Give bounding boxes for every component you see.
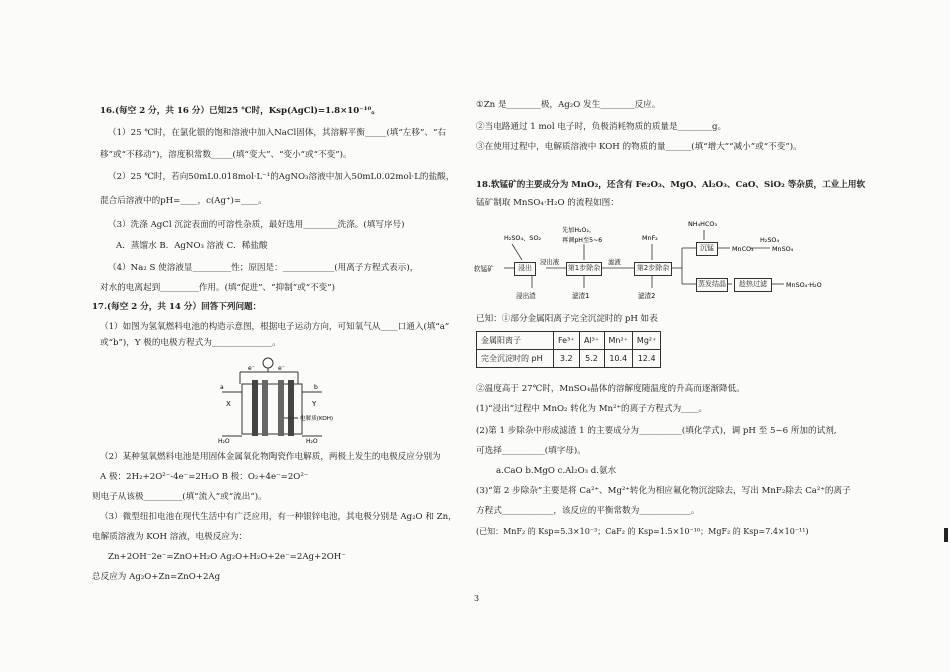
flow-product: MnSO₄·H₂O bbox=[786, 281, 822, 289]
q18-sub2-options: a.CaO b.MgO c.Al₂O₃ d.氨水 bbox=[496, 466, 617, 476]
flow-box-leach: 浸出 bbox=[514, 262, 536, 276]
table-cell: 12.4 bbox=[632, 350, 660, 368]
flow-leach-reagent: H₂SO₄、SO₂ bbox=[504, 234, 542, 242]
q17-part3-line4: 总反应为 Ag₂O+Zn=ZnO+2Ag bbox=[92, 572, 221, 582]
flow-box-step1: 第1步除杂 bbox=[566, 262, 602, 276]
q17-sub2: ②当电路通过 1 mol 电子时，负极消耗物质的质量是________g。 bbox=[476, 122, 727, 132]
q17-heading: 17.(每空 2 分，共 14 分）回答下列问题： bbox=[92, 302, 262, 312]
flow-box-hotfilter: 趁热过滤 bbox=[734, 278, 772, 292]
electrode-x-label: X bbox=[226, 400, 231, 408]
table-header-cell: Mg²⁺ bbox=[632, 332, 660, 350]
water-label-left: H₂O bbox=[218, 438, 230, 445]
page-number: 3 bbox=[474, 594, 480, 603]
electron-label-right: e⁻ bbox=[278, 365, 285, 372]
table-header-cell: 金属阳离子 bbox=[477, 332, 554, 350]
electrolyte-label: 电解质(KOH) bbox=[300, 416, 334, 422]
q16-heading: 16.(每空 2 分，共 16 分）已知25 ℃时，Ksp(AgCl)=1.8×10⁻¹⁰。 bbox=[100, 106, 380, 116]
flow-box-step2: 第2步除杂 bbox=[634, 262, 672, 276]
flow-filtrate: 滤液 bbox=[608, 258, 621, 266]
flow-residue2: 滤渣2 bbox=[638, 292, 656, 300]
flow-step1-reagent2: 再调pH至5~6 bbox=[562, 237, 603, 244]
q17-part1-line1: （1）如图为氢氧燃料电池的构造示意图，根据电子运动方向，可知氧气从____口通入(填“a” bbox=[100, 322, 450, 332]
table-cell: 3.2 bbox=[554, 350, 580, 368]
q17-part2-line3: 则电子从该极_________(填“流入”或“流出”)。 bbox=[92, 492, 267, 502]
flow-step1-reagent1: 先加H₂O₂， bbox=[562, 227, 596, 234]
q18-sub3-line2: 方程式____________，该反应的平衡常数为____________。 bbox=[476, 506, 700, 516]
flow-box-precip: 沉锰 bbox=[696, 242, 718, 256]
q18-sub2-line1: (2)第 1 步除杂中形成滤渣 1 的主要成分为__________(填化学式)，调 pH 至 5~6 所加的试剂, bbox=[476, 426, 837, 436]
electron-label-left: e⁻ bbox=[248, 365, 255, 372]
q17-part3-line3: Zn+2OH⁻2e⁻=ZnO+H₂O Ag₂O+H₂O+2e⁻=2Ag+2OH⁻ bbox=[108, 552, 346, 562]
ph-table bbox=[476, 331, 661, 368]
flow-ore: 软锰矿 bbox=[474, 265, 494, 273]
q16-part3-options: A．蒸馏水 B．AgNO₃ 溶液 C．稀盐酸 bbox=[116, 241, 268, 251]
q17-part2-line1: （2）某种氢氧燃料电池是用固体金属氧化物陶瓷作电解质，两极上发生的电极反应分别为 bbox=[100, 452, 441, 462]
flow-step2-reagent: MnF₂ bbox=[642, 234, 658, 242]
q18-heading-line1: 18.软锰矿的主要成分为 MnO₂，还含有 Fe₂O₃、MgO、Al₂O₃、CaO、SiO₂ 等杂质，工业上用软 bbox=[476, 180, 866, 190]
inlet-a-label: a bbox=[220, 384, 224, 391]
table-header-cell: Mn²⁺ bbox=[604, 332, 632, 350]
table-header-cell: Al³⁺ bbox=[579, 332, 604, 350]
flow-h2so4: H₂SO₄ bbox=[760, 236, 780, 244]
table-cell: 完全沉淀时的 pH bbox=[477, 350, 554, 368]
flow-residue1: 滤渣1 bbox=[572, 292, 590, 300]
q18-sub1: (1)“浸出”过程中 MnO₂ 转化为 Mn²⁺的离子方程式为____。 bbox=[476, 404, 707, 414]
table-row bbox=[477, 350, 661, 368]
water-label-right: H₂O bbox=[306, 438, 318, 445]
q18-sub3-line3: (已知：MnF₂ 的 Ksp=5.3×10⁻³；CaF₂ 的 Ksp=1.5×10⁻¹⁰；MgF₂ 的 Ksp=7.4×10⁻¹¹) bbox=[476, 527, 809, 536]
q18-sub2-line2: 可选择__________(填字母)。 bbox=[476, 446, 586, 456]
flow-box-evap: 蒸发结晶 bbox=[696, 278, 728, 292]
flow-mnso4: MnSO₄ bbox=[772, 245, 794, 253]
q17-sub1: ①Zn 是________极，Ag₂O 发生________反应。 bbox=[476, 100, 661, 110]
fuel-cell-diagram bbox=[218, 356, 352, 446]
q17-part2-line2: A 极：2H₂+2O²⁻-4e⁻=2H₂O B 极：O₂+4e⁻=2O²⁻ bbox=[100, 472, 309, 482]
inlet-b-label: b bbox=[314, 384, 318, 391]
flow-mnco3: MnCO₃ bbox=[732, 245, 754, 253]
q18-known1: 已知：①部分金属阳离子完全沉淀时的 pH 如表 bbox=[476, 314, 658, 324]
table-header-row bbox=[477, 332, 661, 350]
q17-part1-line2: 或“b”)，Y 极的电极方程式为______________。 bbox=[100, 338, 281, 348]
electrode-y-label: Y bbox=[312, 400, 317, 408]
q18-known2: ②温度高于 27℃时，MnSO₄晶体的溶解度随温度的升高而逐渐降低。 bbox=[476, 384, 745, 394]
q17-part3-line1: （3）微型纽扣电池在现代生活中有广泛应用，有一种银锌电池，其电极分别是 Ag₂O 和 Zn， bbox=[100, 512, 457, 522]
q16-part4-line1: （4）Na₂ S 使溶液显_________性；原因是：____________(用离子方程式表示)， bbox=[108, 263, 419, 273]
q18-heading-line2: 锰矿制取 MnSO₄·H₂O 的流程如图： bbox=[476, 198, 619, 208]
table-cell: 10.4 bbox=[604, 350, 632, 368]
bulb-icon bbox=[263, 358, 273, 368]
q16-part1-line2: 移”或“不移动”)，溶度积常数_____(填“变大”、“变小”或“不变”)。 bbox=[100, 150, 352, 160]
q16-part4-line2: 对水的电离起到_________作用。(填“促进”、“抑制”或“不变”) bbox=[100, 283, 336, 293]
q16-part2-line2: 混合后溶液中的pH=____，c(Ag⁺)=____。 bbox=[100, 196, 267, 206]
table-cell: 5.2 bbox=[579, 350, 604, 368]
q16-part1-line1: （1）25 ℃时，在氯化银的饱和溶液中加入NaCl固体，其溶解平衡_____(填“左移”、“右 bbox=[108, 128, 446, 138]
flow-leachate: 浸出液 bbox=[540, 258, 560, 266]
q17-sub3: ③在使用过程中，电解质溶液中 KOH 的物质的量______(填“增大”“减小”或“不变”)。 bbox=[476, 142, 802, 152]
q17-part3-line2: 电解质溶液为 KOH 溶液，电极反应为： bbox=[92, 532, 248, 542]
q16-part3: （3）洗涤 AgCl 沉淀表面的可溶性杂质，最好选用________洗涤。(填写序号) bbox=[108, 220, 405, 230]
flow-nh4hco3: NH₄HCO₃ bbox=[688, 220, 718, 228]
q16-part2-line1: （2）25 ℃时，若向50mL0.018mol·L⁻¹的AgNO₃溶液中加入50mL0.02mol·L的盐酸， bbox=[108, 172, 455, 182]
flow-leach-residue: 浸出渣 bbox=[516, 292, 536, 300]
table-header-cell: Fe³⁺ bbox=[554, 332, 580, 350]
scan-edge-mark bbox=[944, 528, 948, 542]
q18-sub3-line1: (3)“第 2 步除杂”主要是将 Ca²⁺、Mg²⁺转化为相应氟化物沉淀除去，写出 MnF₂除去 Ca²⁺的离子 bbox=[476, 486, 851, 496]
